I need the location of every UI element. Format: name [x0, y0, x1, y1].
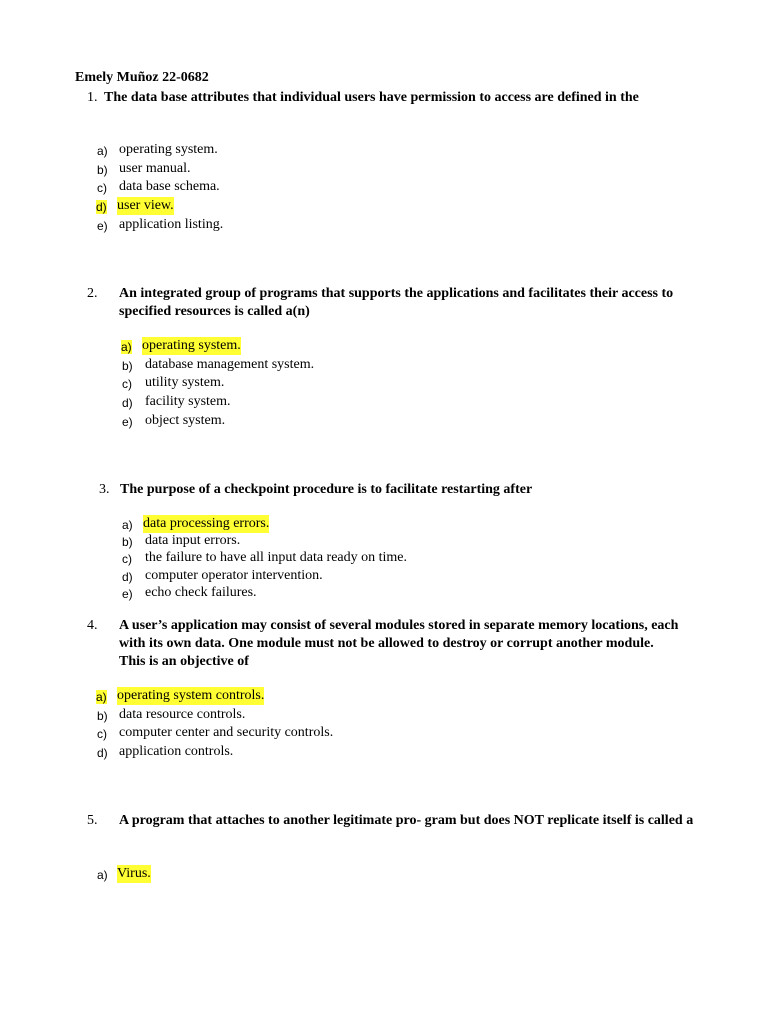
- option-text: application controls.: [119, 744, 234, 759]
- question-5-number: 5.: [87, 813, 98, 828]
- option-letter: b): [97, 163, 108, 177]
- option-letter: a): [122, 518, 133, 532]
- option-text-highlighted: Virus.: [117, 866, 151, 881]
- author-line: Emely Muñoz 22-0682: [75, 70, 209, 85]
- option-text: computer center and security controls.: [119, 725, 334, 740]
- option-letter: e): [122, 587, 133, 601]
- question-2-text: An integrated group of programs that supports the applications and facilitates their access to specified resources is called a(n): [119, 286, 674, 319]
- question-2-number: 2.: [87, 286, 98, 301]
- option-letter-highlighted: d): [96, 200, 107, 214]
- question-3-number: 3.: [99, 482, 110, 497]
- option-text: echo check failures.: [145, 585, 257, 600]
- question-1-text: The data base attributes that individual users have permission to access are defined in the: [104, 90, 639, 105]
- option-text: data base schema.: [119, 179, 220, 194]
- option-text: utility system.: [145, 375, 225, 390]
- question-1-number: 1.: [87, 90, 98, 105]
- option-letter: a): [97, 144, 108, 158]
- option-letter: c): [122, 377, 132, 391]
- option-letter: a): [97, 868, 108, 882]
- option-text: data input errors.: [145, 533, 241, 548]
- option-text: data resource controls.: [119, 707, 246, 722]
- option-text-highlighted: user view.: [117, 198, 174, 213]
- question-3-text: The purpose of a checkpoint procedure is to facilitate restarting after: [120, 482, 533, 497]
- option-letter: d): [97, 746, 108, 760]
- option-text-highlighted: data processing errors.: [143, 516, 270, 531]
- option-letter-highlighted: a): [121, 340, 132, 354]
- option-letter: e): [97, 219, 108, 233]
- option-letter: d): [122, 570, 133, 584]
- option-text: operating system.: [119, 142, 218, 157]
- option-letter-highlighted: a): [96, 690, 107, 704]
- option-text: database management system.: [145, 357, 315, 372]
- option-text: the failure to have all input data ready on time.: [145, 550, 408, 565]
- option-letter: d): [122, 396, 133, 410]
- option-text: user manual.: [119, 161, 191, 176]
- option-text: object system.: [145, 413, 226, 428]
- option-letter: c): [97, 727, 107, 741]
- option-text: computer operator intervention.: [145, 568, 323, 583]
- option-letter: c): [97, 181, 107, 195]
- option-text-highlighted: operating system.: [142, 338, 241, 353]
- question-4-number: 4.: [87, 618, 98, 633]
- option-letter: b): [122, 535, 133, 549]
- question-4-text: A user’s application may consist of several modules stored in separate memory locations, each with its own data. One module must not be allowed to destroy or corrupt another module. This is an objective of: [119, 618, 679, 669]
- option-letter: c): [122, 552, 132, 566]
- option-letter: b): [122, 359, 133, 373]
- option-letter: b): [97, 709, 108, 723]
- option-letter: e): [122, 415, 133, 429]
- question-5-text: A program that attaches to another legitimate pro- gram but does NOT replicate itself is called a: [119, 813, 694, 828]
- option-text: application listing.: [119, 217, 224, 232]
- option-text: facility system.: [145, 394, 231, 409]
- option-text-highlighted: operating system controls.: [117, 688, 265, 703]
